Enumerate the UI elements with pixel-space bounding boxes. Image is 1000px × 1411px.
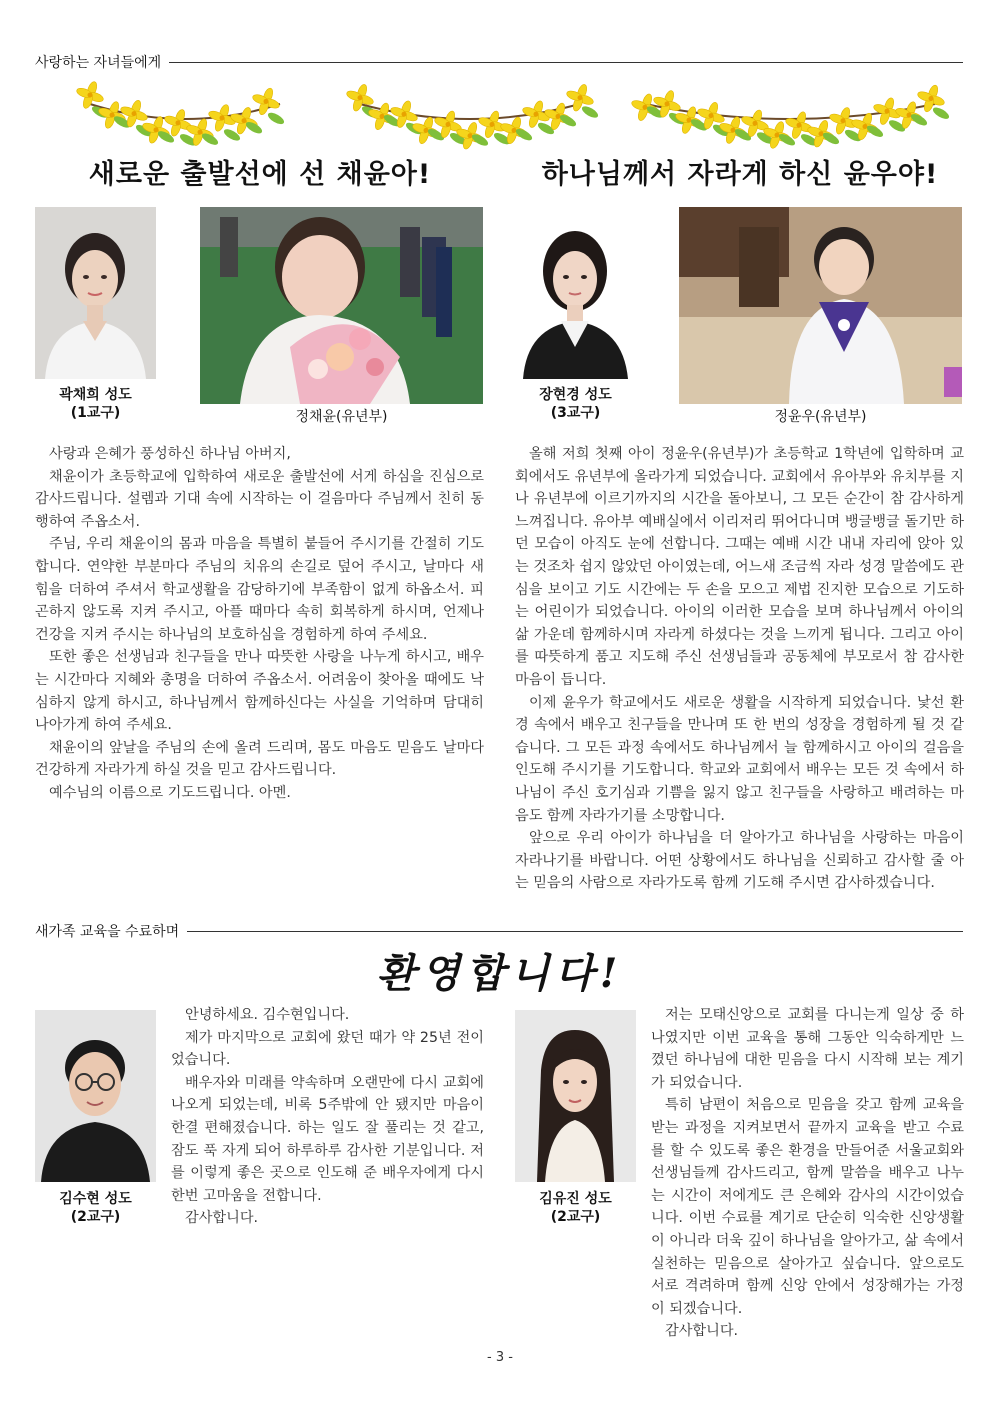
paragraph: 감사합니다. [665, 1323, 739, 1340]
paragraph: 또한 좋은 선생님과 친구들을 만나 따뜻한 사랑을 나누게 하시고, 배우는 시간마다 지혜와 총명을 더하여 주옵소서. 어려움이 찾아올 때에도 낙심하지 않게 하시고, 하나님께서 함께하신다는 사실을 기억하며 담대히 나아가게 하여 주세요. [35, 649, 484, 734]
paragraph: 앞으로 우리 아이가 하나님을 더 알아가고 하나님을 사랑하는 마음이 자라나기를 바랍니다. 어떤 상황에서도 하나님을 신뢰하고 감사할 줄 아는 믿음의 사람으로 자라가도록 함께 기도해 주시면 감사하겠습니다. [515, 830, 964, 892]
member-group: (2교구) [70, 1209, 121, 1225]
parent-name: 곽채희 성도 [59, 387, 132, 403]
section-header-newfamily [35, 921, 963, 941]
welcome-heading: 환영합니다! [376, 950, 624, 997]
section-label: 새가족 교육을 수료하며 [35, 924, 180, 940]
paragraph: 안녕하세요. 김수현입니다. [185, 1007, 350, 1023]
paragraph: 예수님의 이름으로 기도드립니다. 아멘. [49, 784, 291, 801]
paragraph: 감사합니다. [185, 1210, 259, 1227]
paragraph: 저는 모태신앙으로 교회를 다니는게 일상 중 하나였지만 이번 교육을 통해 그동안 익숙하게만 느꼈던 하나님에 대한 믿음을 다시 시작해 보는 계기가 되었습니다. [651, 1007, 964, 1091]
member-caption-right [515, 1190, 636, 1226]
portrait-woman-icon [515, 1010, 636, 1182]
page-number: - 3 - [487, 1350, 513, 1365]
paragraph: 채윤이의 앞날을 주님의 손에 올려 드리며, 몸도 마음도 믿음도 날마다 건강하게 자라가게 하실 것을 믿고 감사드립니다. [35, 739, 484, 779]
parent-caption-left [35, 386, 156, 422]
member-text-left [171, 1004, 484, 1230]
member-text-right [651, 1004, 964, 1343]
paragraph: 배우자와 미래를 약속하며 오랜만에 다시 교회에 나오게 되었는데, 비록 5주밖에 안 됐지만 마음이 한결 편해졌습니다. 하는 일도 잘 풀리는 것 같고, 잠도 푹 자게 되어 하루하루 감사한 기분입니다. 저를 이렇게 좋은 곳으로 인도해 준 배우자에게 다시 한번 고마움을 전합니다. [171, 1074, 484, 1204]
graduation-photo-icon [200, 207, 483, 404]
parent-photo-right [515, 207, 636, 379]
paragraph: 특히 남편이 처음으로 믿음을 갖고 함께 교육을 받는 과정을 지켜보면서 끝까지 교육을 받고 수료를 할 수 있도록 좋은 환경을 만들어준 서울교회와 선생님들께 감사드리고, 함께 말씀을 배우고 나누는 시간이 저에게도 큰 은혜와 감사의 시간이었습니다. 이번 수료를 계기로 단순히 익숙한 신앙생활이 아니라 더욱 깊이 하나님을 알아가고, 삶 속에서 실천하는 믿음으로 살아가고 싶습니다. 앞으로도 서로 격려하며 함께 신앙 안에서 성장해가는 가정이 되겠습니다. [651, 1097, 964, 1317]
member-photo-right [515, 1010, 636, 1182]
right-title: 하나님께서 자라게 하신 윤우야! [541, 159, 939, 190]
member-name: 김수현 성도 [59, 1191, 132, 1207]
member-caption-left [35, 1190, 156, 1226]
member-name: 김유진 성도 [539, 1191, 612, 1207]
paragraph: 사랑과 은혜가 풍성하신 하나님 아버지, [49, 446, 291, 462]
child-photo-left [200, 207, 483, 404]
forsythia-banner [35, 64, 965, 154]
header-rule [187, 931, 963, 932]
parent-group: (3교구) [550, 405, 601, 421]
member-group: (2교구) [550, 1209, 601, 1225]
child-photo-right [679, 207, 962, 404]
parent-photo-left [35, 207, 156, 379]
left-title: 새로운 출발선에 선 채윤아! [88, 159, 432, 190]
portrait-man-icon [35, 1010, 156, 1182]
child-caption-left: 정채윤(유년부) [295, 409, 388, 425]
paragraph: 이제 윤우가 학교에서도 새로운 생활을 시작하게 되었습니다. 낯선 환경 속에서 배우고 친구들을 만나며 또 한 번의 성장을 경험하게 될 것 같습니다. 그 모든 과정 속에서도 하나님께서 늘 함께하시고 아이의 걸음을 인도해 주시기를 기도합니다. 학교와 교회에서 배우는 모든 것 속에서 하나님이 주신 호기심과 기쁨을 잃지 않고 친구들을 사랑하고 배려하는 마음도 함께 자라가기를 소망합니다. [515, 694, 964, 824]
left-prayer-text [35, 443, 484, 805]
portrait-woman-icon [515, 207, 636, 379]
header-rule [169, 62, 963, 63]
member-photo-left [35, 1010, 156, 1182]
paragraph: 채윤이가 초등학교에 입학하여 새로운 출발선에 서게 하심을 진심으로 감사드립니다. 설렘과 기대 속에 시작하는 이 걸음마다 주님께서 친히 동행하여 주옵소서. [35, 468, 484, 530]
paragraph: 제가 마지막으로 교회에 왔던 때가 약 25년 전이었습니다. [171, 1029, 484, 1069]
portrait-woman-icon [35, 207, 156, 379]
paragraph: 올해 저희 첫째 아이 정윤우(유년부)가 초등학교 1학년에 입학하며 교회에서도 유년부에 올라가게 되었습니다. 교회에서 유아부와 유치부를 지나 유년부에 이르기까지의 시간을 돌아보니, 그 모든 순간이 참 감사하게 느껴집니다. 유아부 예배실에서 이리저리 뛰어다니며 뱅글뱅글 돌기만 하던 모습이 아직도 눈에 선합니다. 그때는 예배 시간 내내 자리에 앉아 있는 것조차 쉽지 않았던 아이였는데, 어느새 조금씩 자라 성경 말씀에도 관심을 보이고 기도 시간에는 두 손을 모으고 제법 진지한 모습으로 기도하는 어린이가 되었습니다. 아이의 이러한 모습을 보며 하나님께서 아이의 삶 가운데 함께하시며 자라게 하셨다는 것을 느끼게 됩니다. 그리고 아이를 따뜻하게 품고 지도해 주신 선생님들과 공동체에 부모로서 참 감사한 마음이 듭니다. [515, 446, 964, 688]
right-letter-text [515, 443, 964, 895]
section-label: 사랑하는 자녀들에게 [35, 55, 162, 71]
choir-boy-photo-icon [679, 207, 962, 404]
parent-name: 장현경 성도 [539, 387, 612, 403]
parent-caption-right [515, 386, 636, 422]
parent-group: (1교구) [70, 405, 121, 421]
child-caption-right: 정윤우(유년부) [774, 409, 867, 425]
paragraph: 주님, 우리 채윤이의 몸과 마음을 특별히 붙들어 주시기를 간절히 기도합니다. 연약한 부분마다 주님의 치유의 손길로 덮어 주시고, 날마다 새 힘을 더하여 주셔서 학교생활을 감당하기에 부족함이 없게 하옵소서. 피곤하지 않도록 지켜 주시고, 아플 때마다 속히 회복하게 하시며, 언제나 건강을 지켜 주시는 하나님의 보호하심을 경험하게 하여 주세요. [35, 536, 484, 643]
